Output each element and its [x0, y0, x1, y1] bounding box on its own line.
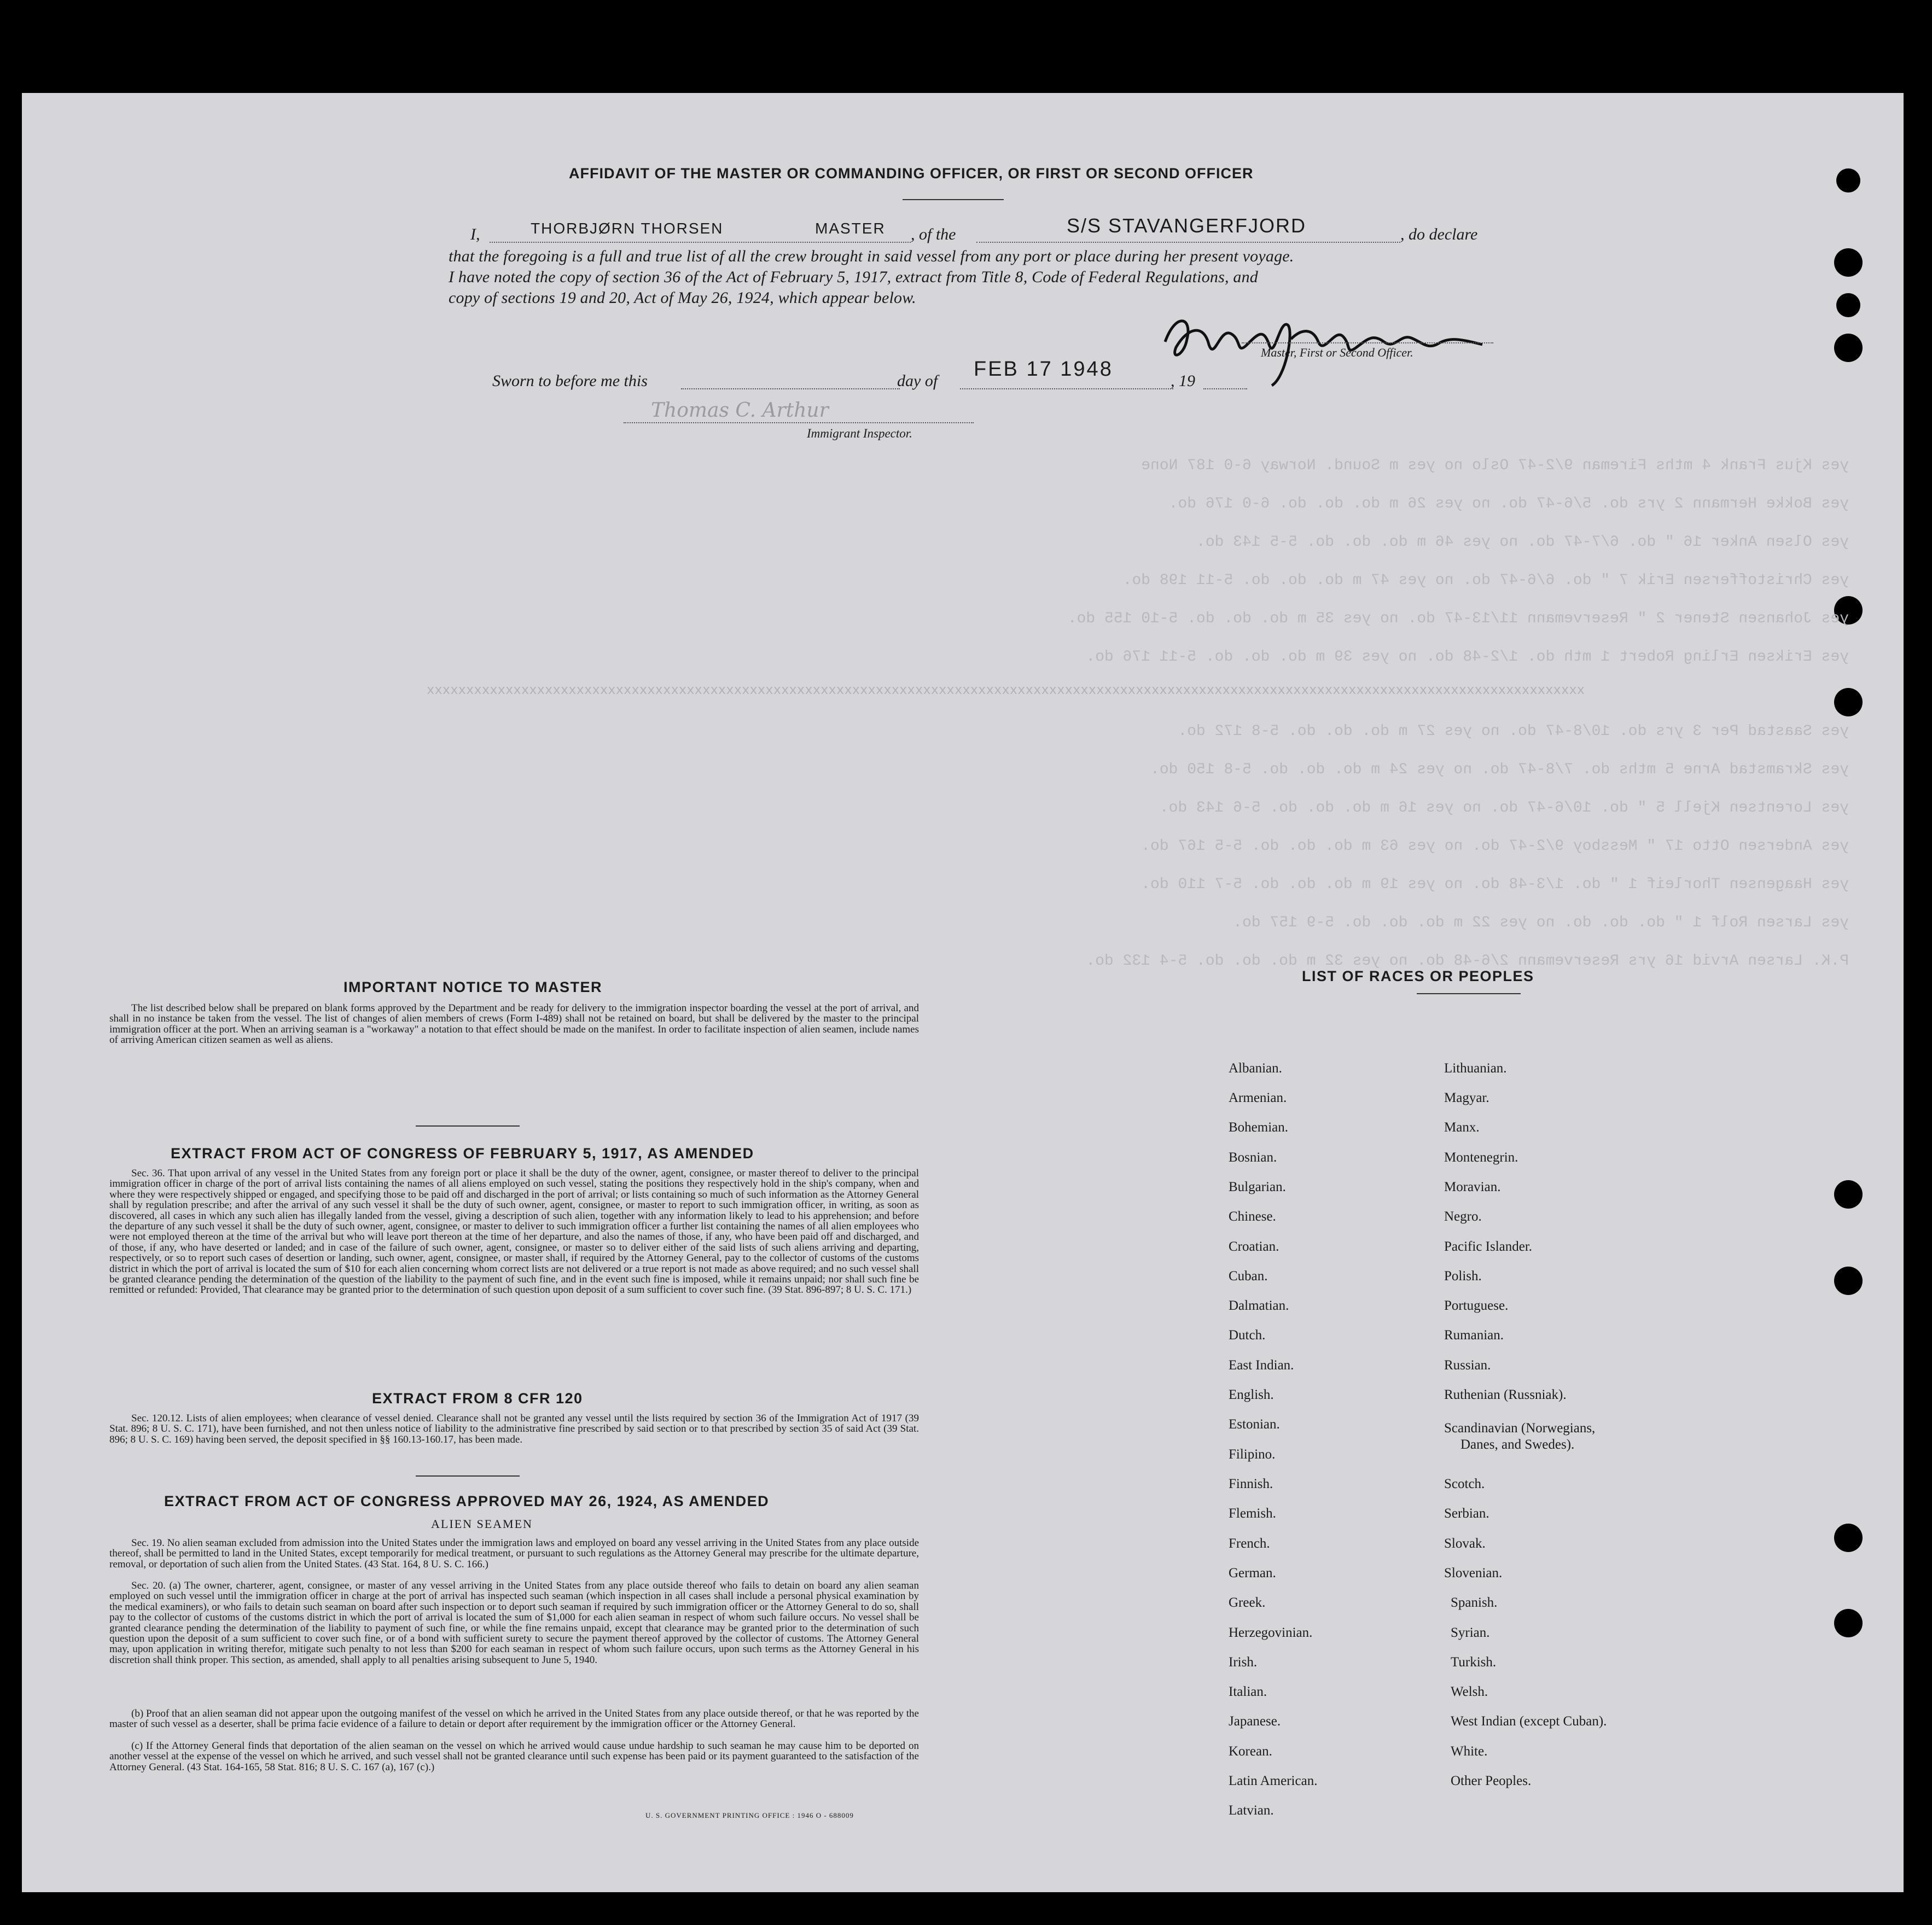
vessel-name: S/S STAVANGERFJORD	[1067, 214, 1307, 237]
race-item: Danes, and Swedes).	[1460, 1437, 1575, 1452]
race-item: Welsh.	[1451, 1684, 1488, 1699]
race-item: Flemish.	[1229, 1506, 1276, 1521]
race-item: Syrian.	[1451, 1625, 1490, 1640]
race-item: Bohemian.	[1229, 1120, 1289, 1135]
race-item: Scotch.	[1444, 1477, 1485, 1491]
races-rule	[1417, 993, 1521, 994]
race-item: Spanish.	[1451, 1595, 1498, 1610]
race-item: Korean.	[1229, 1744, 1272, 1759]
section-rule	[416, 1475, 520, 1477]
race-item: Irish.	[1229, 1655, 1258, 1670]
race-item: Montenegrin.	[1444, 1150, 1518, 1165]
race-item: Armenian.	[1229, 1090, 1287, 1105]
ghost-row: yes Haagensen Thorleif 1 " do. 1/3-48 do. no yes 19 m do. do. do. 5-7 110 do.	[1141, 876, 1849, 893]
ghost-row: yes Andersen Otto 17 " Messboy 9/2-47 do. no yes 63 m do. do. do. 5-5 167 do.	[1141, 838, 1849, 855]
race-item: Herzegovinian.	[1229, 1625, 1313, 1640]
sworn-date-line	[960, 388, 1173, 389]
race-item: Magyar.	[1444, 1090, 1489, 1105]
affidavit-line-2: that the foregoing is a full and true list of all the crew brought in said vessel from any port or place during her present voyage.	[449, 247, 1294, 265]
day-of-text: day of	[897, 372, 938, 390]
ghost-row: P.K. Larsen Arvid 16 yrs Reservemann 2/6-48 do. no yes 32 m do. do. do. 5-4 132 do.	[1086, 953, 1849, 970]
punch-hole	[1834, 1267, 1863, 1295]
extract-1917-title: EXTRACT FROM ACT OF CONGRESS OF FEBRUARY 5, 1917, AS AMENDED	[171, 1145, 754, 1162]
race-item: Filipino.	[1229, 1447, 1276, 1462]
race-item: Croatian.	[1229, 1239, 1279, 1254]
affidavit-line-4: copy of sections 19 and 20, Act of May 26, 1924, which appear below.	[449, 289, 916, 307]
year-line	[1203, 388, 1247, 389]
inspector-caption: Immigrant Inspector.	[807, 427, 912, 440]
inspector-line	[624, 422, 974, 423]
race-item: Moravian.	[1444, 1180, 1501, 1194]
race-item: Estonian.	[1229, 1417, 1280, 1432]
notice-title: IMPORTANT NOTICE TO MASTER	[344, 979, 602, 995]
master-signature	[1154, 295, 1504, 388]
printer-line: U. S. GOVERNMENT PRINTING OFFICE : 1946 O - 688009	[645, 1811, 854, 1819]
race-item: Lithuanian.	[1444, 1061, 1507, 1076]
race-item: Latvian.	[1229, 1803, 1274, 1818]
race-item: Dalmatian.	[1229, 1298, 1289, 1313]
race-item: Slovenian.	[1444, 1566, 1503, 1580]
extract-1924-title: EXTRACT FROM ACT OF CONGRESS APPROVED MAY 26, 1924, AS AMENDED	[164, 1493, 770, 1509]
year-prefix: , 19	[1171, 372, 1195, 390]
race-item: Dutch.	[1229, 1328, 1266, 1343]
signature-caption: Master, First or Second Officer.	[1261, 346, 1413, 359]
affidavit-line-3: I have noted the copy of section 36 of the Act of February 5, 1917, extract from Title 8, Code of Federal Regulations, and	[449, 268, 1258, 286]
master-name: THORBJØRN THORSEN	[531, 220, 724, 237]
race-item: Polish.	[1444, 1269, 1482, 1284]
ghost-row: yes Christoffersen Erik 7 " do. 6/6-47 do. no yes 47 m do. do. do. 5-11 198 do.	[1122, 572, 1849, 589]
race-item: Slovak.	[1444, 1536, 1486, 1551]
race-item: Cuban.	[1229, 1269, 1268, 1284]
ghost-row: yes Skramstad Arne 5 mths do. 7/8-47 do. no yes 24 m do. do. do. 5-8 150 do.	[1150, 761, 1849, 778]
race-item: German.	[1229, 1566, 1276, 1580]
ghost-strikeout-row: xxxxxxxxxxxxxxxxxxxxxxxxxxxxxxxxxxxxxxxxxxxxxxxxxxxxxxxxxxxxxxxxxxxxxxxxxxxxxxxxxxxxxxxxxxxxxxxxxxxxxxxxxxxxxxxxxxxxxxxxxxxxxxxxxxxxxxxxxxxxxxxxxxx	[427, 684, 1585, 698]
ghost-row: yes Eriksen Erling Robert 1 mth do. 1/2-48 do. no yes 39 m do. do. do. 5-11 176 do.	[1086, 649, 1849, 666]
race-item: Negro.	[1444, 1209, 1482, 1224]
race-item: French.	[1229, 1536, 1270, 1551]
vessel-line	[976, 242, 1400, 243]
race-item: Latin American.	[1229, 1774, 1318, 1788]
sworn-day-line	[681, 388, 900, 389]
of-the-text: , of the	[911, 225, 956, 243]
ghost-row: yes Larsen Rolf 1 " do. do. do. no yes 22 m do. do. do. 5-9 157 do.	[1233, 914, 1849, 931]
master-rank: MASTER	[815, 220, 886, 237]
extract-1917-body: Sec. 36. That upon arrival of any vessel in the United States from any foreign port or place it shall be the duty of the owner, agent, consignee, or master thereof to deliver to the principal immigration officer in charge of the port of arrival lists containing the names of all aliens employed on such vessel, stating the positions they respectively hold in the ship's company, when and where they were respectively shipped or engaged, and specifying those to be paid off and discharged in the port of arrival; or lists containing so much of such information as the Attorney General shall by regulation prescribe; and after the arrival of any such vessel it shall be the duty of such owner, agent, consignee, or master to report to such immigration officer, in writing, as soon as discovered, all cases in which any such alien has illegally landed from the vessel, giving a description of such alien, together with any information likely to lead to his apprehension; and before the departure of any such vessel it shall be the duty of such owner, agent, consignee, or master to deliver to such immigration officer a further list containing the names of all alien employees who were not employed thereon at the time of the arrival but who will leave port thereon at the time of her departure, and also the names of those, if any, who have been paid off and discharged, and of those, if any, who have deserted or landed; and in case of the failure of such owner, agent, consignee, or master so to deliver either of the said lists of such aliens arriving and departing, respectively, or so to report such cases of desertion or landing, such owner, agent, consignee, or master shall, if required by the Attorney General, pay to the collector of customs of the customs district in which the port of arrival is located the sum of $10 for each alien concerning whom correct lists are not delivered or a true report is not made as above required; and no such vessel shall be granted clearance pending the determination of the question of the liability to the payment of such fine, and in the event such fine is imposed, while it remains unpaid; nor shall such fine be remitted or refunded: Provided, That clearance may be granted prior to the determination of such question upon deposit of a sum sufficient to cover such fine. (39 Stat. 896-897; 8 U. S. C. 171.)	[109, 1168, 919, 1296]
race-item: Other Peoples.	[1451, 1774, 1532, 1788]
race-item: Ruthenian (Russniak).	[1444, 1387, 1567, 1402]
ghost-row: yes Kjus Frank 4 mths Fireman 9/2-47 Oslo no yes m Sound. Norway 6-0 187 None	[1141, 457, 1849, 474]
extract-1924-sec19: Sec. 19. No alien seaman excluded from admission into the United States under the immigration laws and employed on board any vessel arriving in the United States from any place outside thereof, shall be permitted to land in the United States, except temporarily for medical treatment, or pursuant to such regulations as the Attorney General may prescribe for the ultimate departure, removal, or deportation of such alien from the United States. (43 Stat. 164, 8 U. S. C. 166.)	[109, 1537, 919, 1570]
race-item: Rumanian.	[1444, 1328, 1504, 1343]
race-item: Scandinavian (Norwegians,	[1444, 1421, 1596, 1436]
affidavit-i: I,	[470, 225, 480, 243]
ghost-row: yes Johansen Stener 2 " Reservemann 11/13-47 do. no yes 35 m do. do. do. 5-10 155 do.	[1067, 610, 1849, 627]
race-item: Italian.	[1229, 1684, 1267, 1699]
extract-cfr-title: EXTRACT FROM 8 CFR 120	[372, 1390, 583, 1407]
section-rule	[416, 1125, 520, 1127]
name-line	[490, 242, 911, 243]
extract-1924-sec20a: Sec. 20. (a) The owner, charterer, agent, consignee, or master of any vessel arriving in the United States from any place outside thereof who fails to detain on board any alien seaman employed on such vessel until the immigration officer in charge at the port of arrival has inspected such seaman (which inspection in all cases shall include a personal physical examination by the medical examiners), or who fails to detain such seaman on board after such inspection or to deport such seaman if required by such immigration officer or the Attorney General to do so, shall pay to the collector of customs of the customs district in which the port of arrival is located the sum of $1,000 for each alien seaman in respect of whom such failure occurs. No vessel shall be granted clearance pending the determination of the liability to payment of such fine, or while the fine remains unpaid, except that clearance may be granted prior to the determination of such question upon the deposit of a sum sufficient to cover such fine, or of a bond with sufficient surety to secure the payment thereof approved by the collector of customs. The Attorney General may, upon application in writing therefor, mitigate such penalty to not less than $200 for each seaman in respect of whom such failure occurs, upon such terms as the Attorney General in his discretion shall think proper. This section, as amended, shall apply to all penalties arising subsequent to June 5, 1940.	[109, 1580, 919, 1666]
affidavit-title: AFFIDAVIT OF THE MASTER OR COMMANDING OFFICER, OR FIRST OR SECOND OFFICER	[569, 165, 1254, 182]
races-title: LIST OF RACES OR PEOPLES	[1302, 968, 1534, 984]
race-item: English.	[1229, 1387, 1274, 1402]
race-item: Russian.	[1444, 1358, 1491, 1373]
race-item: Bulgarian.	[1229, 1180, 1286, 1194]
stamp-date: FEB 17 1948	[974, 358, 1113, 381]
race-item: White.	[1451, 1744, 1488, 1759]
signature-line	[1242, 342, 1493, 343]
do-declare-text: , do declare	[1400, 225, 1478, 243]
ghost-row: yes Saastad Per 3 yrs do. 10/8-47 do. no yes 27 m do. do. do. 5-8 172 do.	[1178, 723, 1849, 740]
race-item: Greek.	[1229, 1595, 1266, 1610]
extract-cfr-body: Sec. 120.12. Lists of alien employees; when clearance of vessel denied. Clearance shall not be granted any vessel until the lists required by section 36 of the Immigration Act of 1917 (39 Stat. 896; 8 U. S. C. 171), have been furnished, and not then unless notice of liability to the administrative fine prescribed by said section or to that prescribed by section 35 of said Act (39 Stat. 896; 8 U. S. C. 169) having been served, the deposit specified in §§ 160.13-160.17, has been made.	[109, 1413, 919, 1445]
race-item: Albanian.	[1229, 1061, 1282, 1076]
race-item: East Indian.	[1229, 1358, 1294, 1373]
race-item: Chinese.	[1229, 1209, 1276, 1224]
extract-1924-subtitle: ALIEN SEAMEN	[431, 1517, 533, 1531]
ghost-row: yes Olsen Anker 16 " do. 6/7-47 do. no yes 46 m do. do. do. 5-5 143 do.	[1196, 534, 1849, 551]
sworn-text: Sworn to before me this	[492, 372, 648, 390]
ghost-row: yes Lorentsen Kjell 5 " do. 10/6-47 do. no yes 16 m do. do. do. 5-6 143 do.	[1159, 800, 1849, 816]
punch-hole	[1834, 1180, 1863, 1209]
race-item: Portuguese.	[1444, 1298, 1509, 1313]
punch-hole	[1834, 1524, 1863, 1552]
race-item: Pacific Islander.	[1444, 1239, 1533, 1254]
race-item: Turkish.	[1451, 1655, 1497, 1670]
punch-hole	[1834, 1609, 1863, 1637]
punch-hole	[1836, 293, 1860, 317]
race-item: Serbian.	[1444, 1506, 1489, 1521]
title-rule	[903, 199, 1004, 200]
race-item: Finnish.	[1229, 1477, 1273, 1491]
punch-hole	[1836, 168, 1860, 192]
document-page	[22, 93, 1904, 1892]
punch-hole	[1834, 248, 1863, 277]
punch-hole	[1834, 688, 1863, 716]
punch-hole	[1834, 334, 1863, 362]
ghost-row: yes Bokke Hermann 2 yrs do. 5/6-47 do. no yes 26 m do. do. do. 6-0 176 do.	[1168, 495, 1849, 512]
race-item: West Indian (except Cuban).	[1451, 1714, 1607, 1729]
race-item: Japanese.	[1229, 1714, 1281, 1729]
inspector-signature: Thomas C. Arthur	[651, 399, 829, 422]
extract-1924-sec20b: (b) Proof that an alien seaman did not appear upon the outgoing manifest of the vessel on which he arrived in the United States from any place outside thereof, or that he was reported by the master of such vessel as a deserter, shall be prima facie evidence of a failure to detain or deport after requirement by the immigration officer or the Attorney General.	[109, 1708, 919, 1730]
extract-1924-sec20c: (c) If the Attorney General finds that deportation of the alien seaman on the vessel on which he arrived would cause undue hardship to such seaman he may cause him to be deported on another vessel at the expense of the vessel on which he arrived, and such vessel shall not be granted clearance until such expense has been paid or its payment guaranteed to the satisfaction of the Attorney General. (43 Stat. 164-165, 58 Stat. 816; 8 U. S. C. 167 (a), 167 (c).)	[109, 1740, 919, 1773]
race-item: Manx.	[1444, 1120, 1480, 1135]
race-item: Bosnian.	[1229, 1150, 1277, 1165]
notice-body: The list described below shall be prepared on blank forms approved by the Department and be ready for delivery to the immigration inspector boarding the vessel at the port of arrival, and shall in no instance be taken from the vessel. The list of changes of alien members of crews (Form I-489) shall not be retained on board, but shall be delivered by the master to the principal immigration officer at the port. When an arriving seaman is a "workaway" a notation to that effect should be made on the manifest. In order to facilitate inspection of alien seamen, include names of arriving American citizen seamen as well as aliens.	[109, 1002, 919, 1046]
